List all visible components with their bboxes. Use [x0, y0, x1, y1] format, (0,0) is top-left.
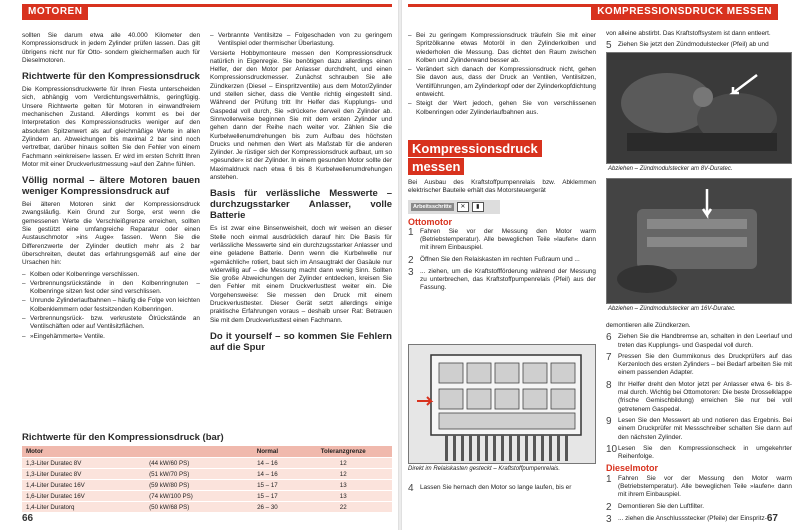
list-item: – »Eingehämmerte« Ventile.: [22, 333, 200, 341]
step-item: [606, 41, 792, 50]
heading-basis: Basis für verlässliche Messwerte – durchzugsstarker Anlasser, volle Batterie: [210, 188, 392, 222]
left-column-1: [22, 32, 200, 342]
table-cell: 13: [294, 491, 392, 502]
column-header: Toleranzgrenze: [294, 446, 392, 458]
step-number: 2: [606, 501, 612, 513]
column-header: [145, 446, 240, 458]
list-item: – Verbrennungsrückstände in den Kolbenringnuten – Kolbenringe sitzen fest oder sind verschlissen.: [22, 280, 200, 297]
step-text: Lesen Sie den Messwert ab und notieren das Ergebnis. Bei einem Druckprüfer mit Messschreiber schalten Sie dann auf den nächsten Zylinder.: [618, 416, 792, 441]
step-item: [606, 515, 792, 524]
left-column-2: [210, 32, 392, 357]
heading-do-it-yourself: Do it yourself – so kommen Sie Fehlern auf die Spur: [210, 330, 392, 353]
step-item: [606, 503, 792, 512]
column-header: Normal: [240, 446, 294, 458]
step-number: 8: [606, 379, 612, 391]
check-list: [408, 32, 596, 117]
column-header: Motor: [22, 446, 145, 458]
right-column-1: [408, 32, 596, 296]
section-title-line2: messen: [408, 158, 464, 175]
subheading-dieselmotor: Dieselmotor: [606, 463, 659, 474]
step-text: Lesen Sie den Kompressionscheck in umgekehrter Reihenfolge.: [618, 444, 792, 461]
paragraph: Es ist zwar eine Binsenweisheit, doch wir weisen an dieser Stelle noch einmal ausdrücklich darauf hin: Die Basis für verlässliche Messwerte sind ein durchzugsstarker Anlasser und eine geladene Batterie. Denn wenn die Kurbelwelle nur »gemächlich« rotiert, baut sich im Ansaugtrakt der Gasäule nur widerwillig auf – die Messung macht dann wenig Sinn. Sollten Sie große Abweichungen der Zylinder entdecken, kreisen Sie den Fehler mit einem Druckverlusttest weiter ein. Die Vorgehensweise: Sie messen den Druck mit einem Druckverlusttester. Dieser Gerät setzt allerdings einige praktische Erfahrungen voraus – deshalb unser Rat: Betrauen Sie mit dem Druckverlusttest einen Fachmann.: [210, 225, 392, 324]
table-cell: 1,6-Liter Duratec 16V: [22, 491, 145, 502]
work-steps-label: Arbeitsschritte: [413, 203, 452, 210]
step-number: 9: [606, 415, 612, 427]
subheading-ottomotor: Ottomotor: [408, 216, 452, 227]
table-cell: (74 kW/100 PS): [145, 491, 240, 502]
paragraph: von alleine abstirbt. Das Kraftstoffsystem ist dann entleert.: [606, 30, 771, 37]
step-item: [606, 445, 792, 462]
difficulty-icon: ▮: [472, 202, 484, 212]
step-item: [606, 381, 792, 414]
list-item: – Kolben oder Kolbenringe verschlissen.: [22, 271, 200, 279]
table-cell: (44 kW/60 PS): [145, 458, 240, 469]
engine-8v-illustration: [607, 53, 792, 164]
step-item: [408, 256, 596, 265]
intro-paragraph: Bei Ausbau des Kraftstoffpumpenrelais bzw. Abklemmen elektrischer Bauteile erhält das Motorsteuergerät: [408, 178, 596, 195]
page-number-right: 67: [766, 513, 778, 524]
table-row: [22, 491, 392, 502]
step-text: Demontieren Sie den Luftfilter.: [618, 502, 704, 510]
step-text: Lassen Sie hernach den Motor so lange laufen, bis er: [420, 484, 572, 491]
table-cell: 1,4-Liter Duratec 16V: [22, 480, 145, 491]
list-item: – Unrunde Zylinderlaufbahnen – häufig die Folge von leichten Kolbenklemmern oder festsitzenden Kolbenringen.: [22, 297, 200, 314]
step-text: Ziehen Sie jetzt den Zündmodulstecker (Pfeil) ab und: [618, 41, 769, 49]
heading-richtwerte: Richtwerte für den Kompressionsdruck: [22, 71, 200, 83]
step-number: 1: [408, 226, 414, 238]
step-item: [606, 333, 792, 350]
list-item: – Steigt der Wert jedoch, gehen Sie von verschlissenen Kolbenringen oder Zylinderlaufbahnen aus.: [408, 100, 596, 117]
paragraph: Versierte Hobbymonteure messen den Kompressionsdruck natürlich in Eigenregie. Sie benötigen dazu allerdings einen Helfer, der den Motor per Anlasser durchdreht, und einen Kompressionsdruckmesser. Zunächst schrauben Sie alle Zündkerzen (Diesel – Einspritzventile) aus dem Motor/Zylinder und stellen sicher, dass die Ventile richtig eingestellt sind. Während der Prüfung tritt Ihr Helfer das Kupplungs- und Gaspedal voll durch, Sie »drücken« derweil den Zylinder ab. Sinnvollerweise beginnen Sie mit dem ersten Zylinder und gehen dann der Reihe nach weiter vor. Zählen Sie die Kurbelwellenumdrehungen bis zum Aufbau des höchsten Drucks und nehmen den Wert als Maßstab für die anderen Zylinder. Je rüstiger sich der Kompressionsdruck aufbaut, um so »gesunder« ist der Zylinder. In einem gesunden Motor sollte der Maximaldruck nach etwa 6 bis 8 Kurbelwellenumdrehungen anstehen.: [210, 49, 392, 182]
table-cell: 26 – 30: [240, 502, 294, 513]
list-item: – Verbrannte Ventilsitze – Folgeschaden von zu geringem Ventilspiel oder thermischer Überlastung.: [210, 32, 392, 49]
step-text: Fahren Sie vor der Messung den Motor warm (Betriebstemperatur). Alle beweglichen Teile »laufen« dann mit ihrem Einbauspiel.: [420, 227, 596, 252]
step-text: ... ziehen, um die Kraftstoffförderung während der Messung zu unterbrechen, das Kraftstoffpumpenrelais (Pfeil) aus der Fassung.: [420, 267, 596, 292]
table-cell: 14 – 16: [240, 469, 294, 480]
relay-box-illustration: [409, 345, 596, 464]
paragraph: Die Kompressionsdruckwerte für Ihren Fiesta unterscheiden sich, abhängig vom Verdichtungsverhältnis, geringfügig. Unsere Richtwerte gelten für Motoren in einwandfreiem mechanischen Zustand. Allerdings kommt es bei der Interpretation des Kompressionsdrucks weniger auf den absoluten Spitzenwert als auf gleichmäßige Werte in allen Zylindern an. Abweichungen bis maximal 2 bar sind noch vertretbar, darüber hinaus sollten Sie den Fehler von einem Fachmann »einkreisen« lassen. Er wird im ersten Schritt Ihren Motor mit einer Druckverlustmessung »auf den Zahn« fühlen.: [22, 86, 200, 168]
data-table: [22, 446, 392, 512]
table-title: Richtwerte für den Kompressionsdruck (bar): [22, 432, 224, 443]
engine-16v-photo: [606, 178, 792, 304]
tools-icon: ✕: [457, 202, 469, 212]
table-cell: 1,3-Liter Duratec 8V: [22, 469, 145, 480]
paragraph: Bei älteren Motoren sinkt der Kompressionsdruck zwangsläufig. Kein Grund zur Sorge, erst wenn die gemessenen Werte die Verschleißgrenze erreichen, sollten Sie gestützt eine umfangreiche Reparatur oder einen Austauschmotor »ins Auge« fassen. Wenn Sie die Differenzwerte der Zylinder deutlich mehr als 2 bar überschreiten, deutet das erfahrungsgemäß auf eine der Ursachen hin:: [22, 201, 200, 267]
relay-box-photo: [408, 344, 596, 464]
step-item: [606, 417, 792, 442]
step-item: [606, 475, 792, 500]
table-cell: 15 – 17: [240, 491, 294, 502]
step-number: 7: [606, 351, 612, 363]
table-cell: 14 – 16: [240, 458, 294, 469]
table-cell: 12: [294, 458, 392, 469]
step-text: ... ziehen die Anschlussstecker (Pfeile) der Einspritz-: [618, 514, 767, 522]
table-cell: (51 kW/70 PS): [145, 469, 240, 480]
step-item: [408, 268, 596, 293]
heading-voellig-normal: Völlig normal – ältere Motoren bauen weniger Kompressionsdruck auf: [22, 175, 200, 198]
section-title-line1: Kompressionsdruck: [408, 140, 542, 157]
step-number: 4: [408, 483, 414, 494]
right-column-2: [606, 30, 792, 53]
list-item: – Verändert sich danach der Kompressionsdruck nicht, gehen Sie davon aus, dass der Druck an Ventilen, Ventilsitzen, Ventilführungen, am Zylinderkopf oder der Zylinderkopfdichtung entweicht.: [408, 66, 596, 99]
page-number-left: 66: [22, 513, 34, 524]
table-row: [22, 469, 392, 480]
list-item: – Bei zu geringem Kompressionsdruck träufeln Sie mit einer Spritzölkanne etwas Motoröl in den Zylinderkolben und wiederholen die Messung. Das dichtet den Raum zwischen Kolben und Zylinderwand besser ab.: [408, 32, 596, 65]
left-header-bar: [22, 4, 392, 20]
right-page: [402, 0, 800, 530]
step-item: [408, 228, 596, 253]
step-text: Ziehen Sie die Handbremse an, schalten in den Leerlauf und treten das Kupplungs- und Gaspedal voll durch.: [618, 333, 792, 349]
right-header-title: KOMPRESSIONSDRUCK MESSEN: [591, 4, 778, 20]
step-number: 6: [606, 332, 612, 344]
table-row: [22, 502, 392, 513]
work-steps-bar: [408, 200, 500, 214]
relay-caption: Direkt im Relaiskasten gesteckt – Kraftstoffpumpenrelais.: [408, 466, 561, 472]
table-row: [22, 458, 392, 469]
right-header-bar: [408, 4, 778, 20]
step-number: 2: [408, 254, 414, 266]
cause-list-cont: [210, 32, 392, 49]
left-page: [0, 0, 398, 530]
step-4: [408, 484, 596, 496]
step-number: 10: [606, 443, 618, 455]
step-item: [606, 353, 792, 378]
step-number: 1: [606, 473, 612, 485]
engine-8v-photo: [606, 52, 792, 164]
step-text: Fahren Sie vor der Messung den Motor warm (Betriebstemperatur). Alle beweglichen Teile »laufen« dann mit ihrem Einbauspiel.: [618, 474, 792, 499]
step-item: [408, 484, 596, 493]
table-row: [22, 480, 392, 491]
step-text: Öffnen Sie den Relaiskasten im rechten Fußraum und ...: [420, 255, 580, 263]
table-cell: 1,4-Liter Duratorq: [22, 502, 145, 513]
table-cell: (50 kW/68 PS): [145, 502, 240, 513]
table-cell: (59 kW/80 PS): [145, 480, 240, 491]
table-cell: 15 – 17: [240, 480, 294, 491]
table-cell: 22: [294, 502, 392, 513]
right-column-2-lower: [606, 322, 792, 527]
step-text: Ihr Helfer dreht den Motor jetzt per Anlasser etwa 6- bis 8-mal durch. Wichtig bei Ottomotoren: Die beste Drosselklappe (frische Gemischbildung) erreichen Sie nur bei voll getretenem Gaspedal.: [618, 380, 792, 413]
left-header-title: MOTOREN: [22, 4, 88, 20]
table-cell: 13: [294, 480, 392, 491]
step-number: 5: [606, 40, 612, 52]
paragraph: sollten Sie darum etwa alle 40.000 Kilometer den Kompressionsdruck in jedem Zylinder prüfen lassen. Das gilt übrigens nicht nur für Otto- sondern gleichermaßen auch für Dieselmotoren.: [22, 32, 200, 64]
table-cell: 12: [294, 469, 392, 480]
causes-list: [22, 271, 200, 341]
caption-16v: Abziehen – Zündmodulstecker am 16V-Duratec.: [608, 306, 736, 312]
list-item: – Verbrennungsrück- bzw. verkrustete Ölrückstände an Ventilschäften oder auf Ventilsitzflächen.: [22, 315, 200, 332]
compression-table: [22, 432, 392, 512]
engine-16v-illustration: [607, 179, 792, 304]
step-text: Pressen Sie den Gummikonus des Druckprüfers auf das Kerzenloch des ersten Zylinders – bei Bedarf arbeiten Sie mit einem passenden Adapter.: [618, 352, 792, 377]
table-cell: 1,3-Liter Duratec 8V: [22, 458, 145, 469]
step-number: 3: [606, 513, 612, 525]
step-number: 3: [408, 266, 414, 278]
paragraph: demontieren alle Zündkerzen.: [606, 322, 691, 329]
caption-8v: Abziehen – Zündmodulstecker am 8V-Duratec.: [608, 166, 733, 172]
